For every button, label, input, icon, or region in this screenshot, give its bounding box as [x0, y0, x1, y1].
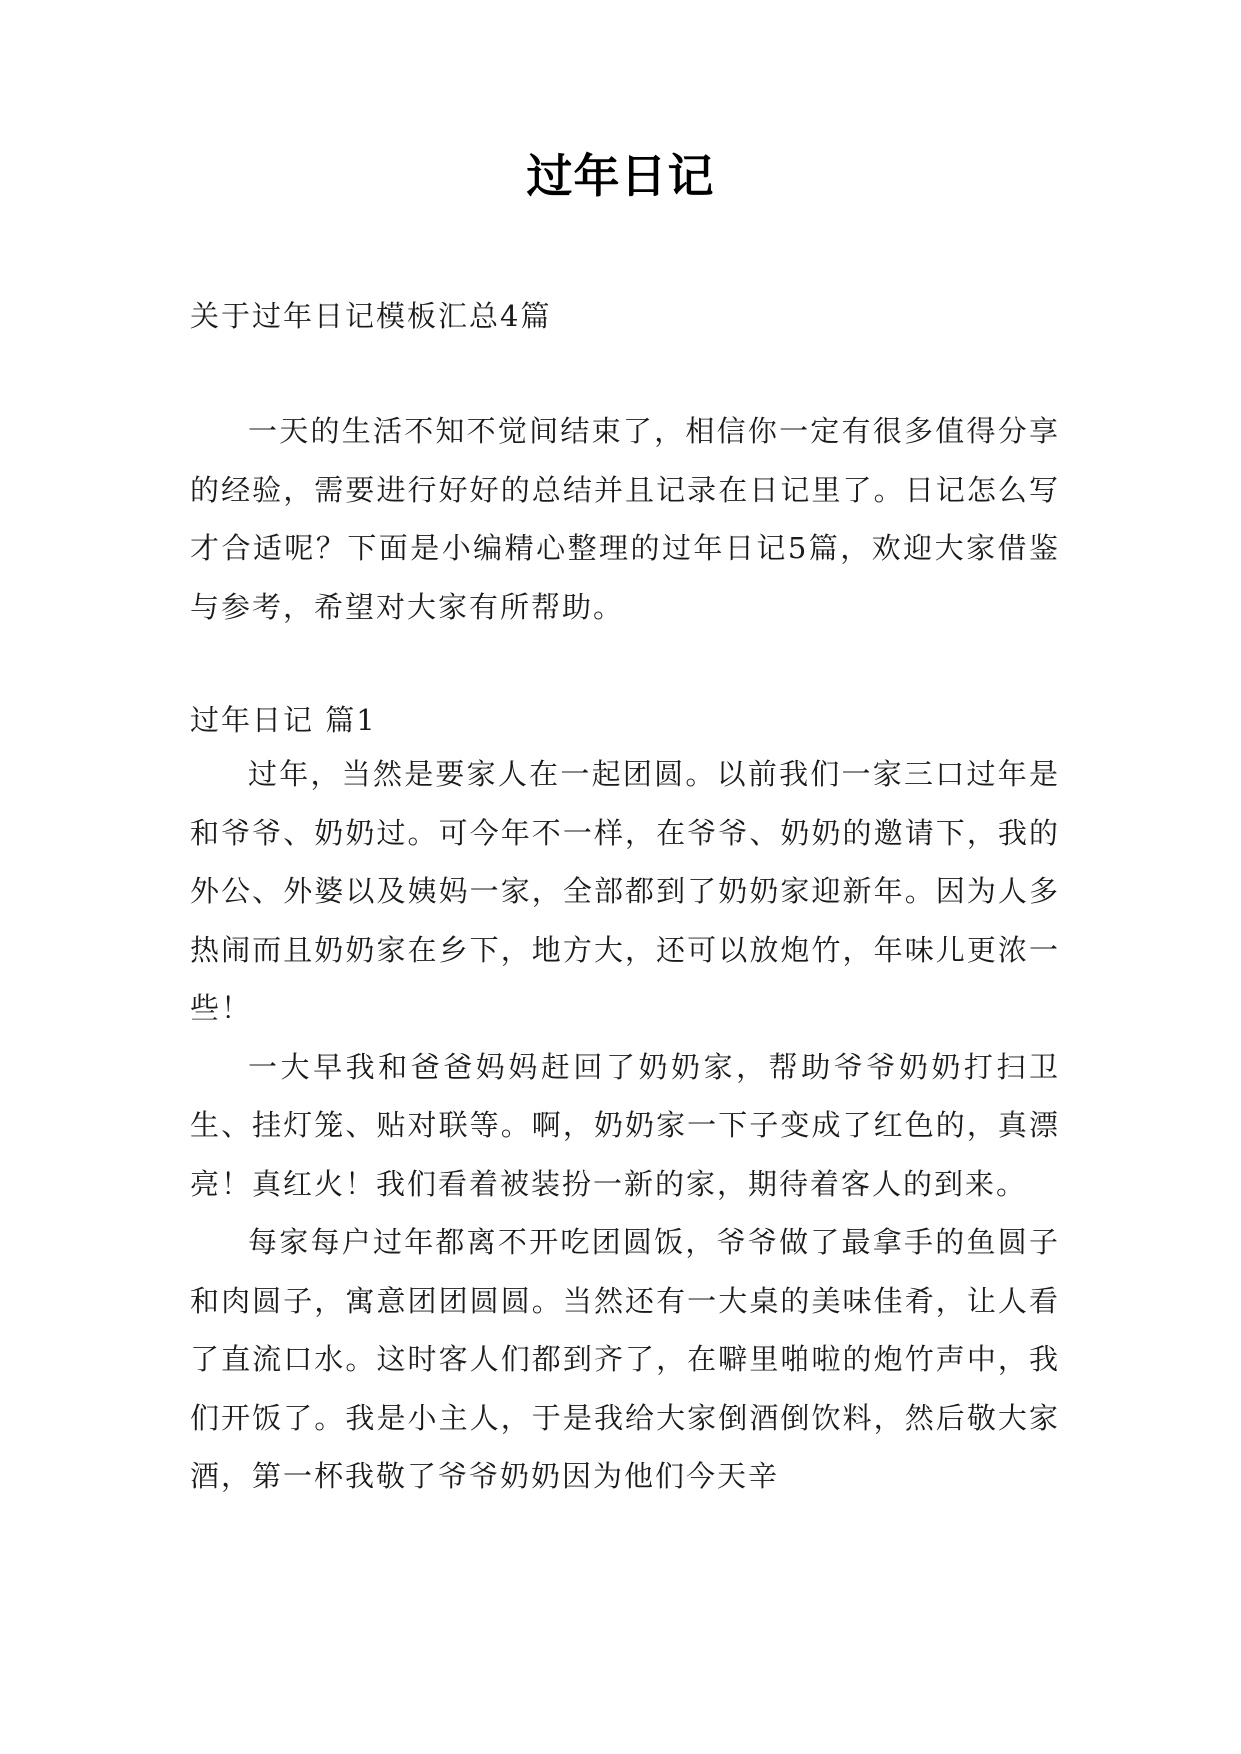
section-paragraph: 过年，当然是要家人在一起团圆。以前我们一家三口过年是和爷爷、奶奶过。可今年不一样，在爷爷、奶奶的邀请下，我的外公、外婆以及姨妈一家，全部都到了奶奶家迎新年。因为人多热闹而且奶奶家在乡下，地方大，还可以放炮竹，年味儿更浓一些！: [190, 757, 1060, 1025]
section-body: [190, 745, 1060, 1506]
intro-text: 一天的生活不知不觉间结束了，相信你一定有很多值得分享的经验，需要进行好好的总结并且记录在日记里了。日记怎么写才合适呢？下面是小编精心整理的过年日记5篇，欢迎大家借鉴与参考，希望对大家有所帮助。: [190, 414, 1060, 624]
section-paragraph: 一大早我和爸爸妈妈赶回了奶奶家，帮助爷爷奶奶打扫卫生、挂灯笼、贴对联等。啊，奶奶家一下子变成了红色的，真漂亮！真红火！我们看着被装扮一新的家，期待着客人的到来。: [190, 1049, 1060, 1201]
section-heading: 过年日记 篇1: [190, 703, 377, 737]
section-paragraph: 每家每户过年都离不开吃团圆饭，爷爷做了最拿手的鱼圆子和肉圆子，寓意团团圆圆。当然还有一大桌的美味佳肴，让人看了直流口水。这时客人们都到齐了，在噼里啪啦的炮竹声中，我们开饭了。我是小主人，于是我给大家倒酒倒饮料，然后敬大家酒，第一杯我敬了爷爷奶奶因为他们今天辛: [190, 1225, 1060, 1493]
document-subtitle: 关于过年日记模板汇总4篇: [190, 299, 552, 333]
intro-paragraph: [190, 402, 1060, 636]
document-title: 过年日记: [526, 149, 715, 203]
